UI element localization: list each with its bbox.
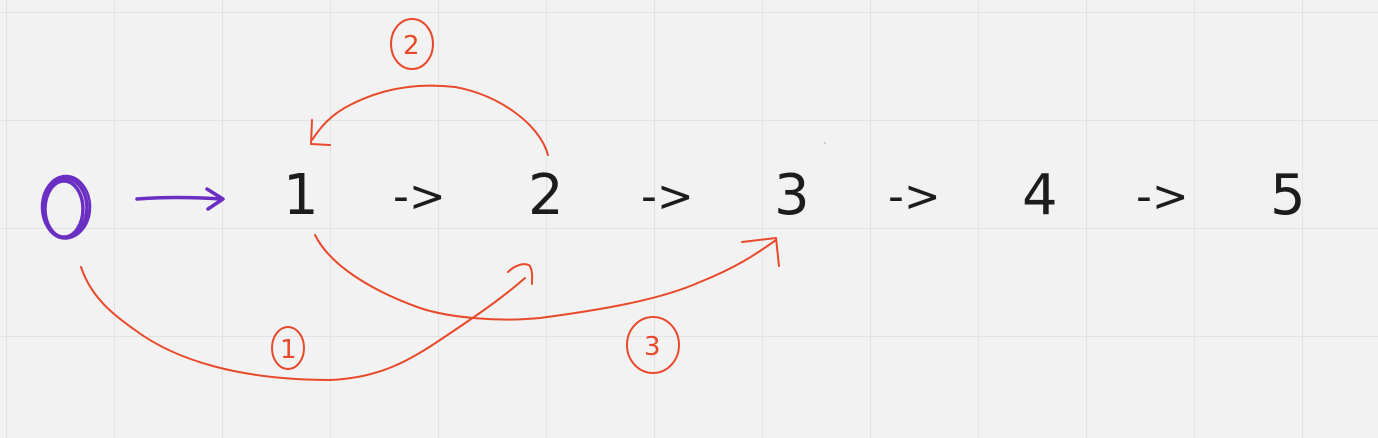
step-label-1-text: 1 <box>280 335 297 365</box>
step-label-1 <box>272 327 304 369</box>
connector-3-4: -> <box>888 171 941 222</box>
connector-2-3: -> <box>641 171 694 222</box>
node-4: 4 <box>1022 163 1058 228</box>
connector-4-5: -> <box>1136 171 1189 222</box>
node-3: 3 <box>774 163 810 228</box>
stray-dot <box>824 142 826 144</box>
purple-arrow-0-to-1 <box>137 189 223 209</box>
node-1: 1 <box>283 163 319 228</box>
step-3-arc <box>315 235 779 320</box>
step-label-2 <box>391 19 433 69</box>
node-2: 2 <box>528 163 564 228</box>
connector-1-2: -> <box>393 171 446 222</box>
step-1-arc <box>81 264 532 380</box>
start-node-zero <box>40 175 90 249</box>
node-5: 5 <box>1270 163 1306 228</box>
step-label-3-text: 3 <box>644 332 661 362</box>
step-label-3 <box>627 317 679 373</box>
step-label-2-text: 2 <box>403 31 420 61</box>
step-2-arc <box>311 86 548 155</box>
